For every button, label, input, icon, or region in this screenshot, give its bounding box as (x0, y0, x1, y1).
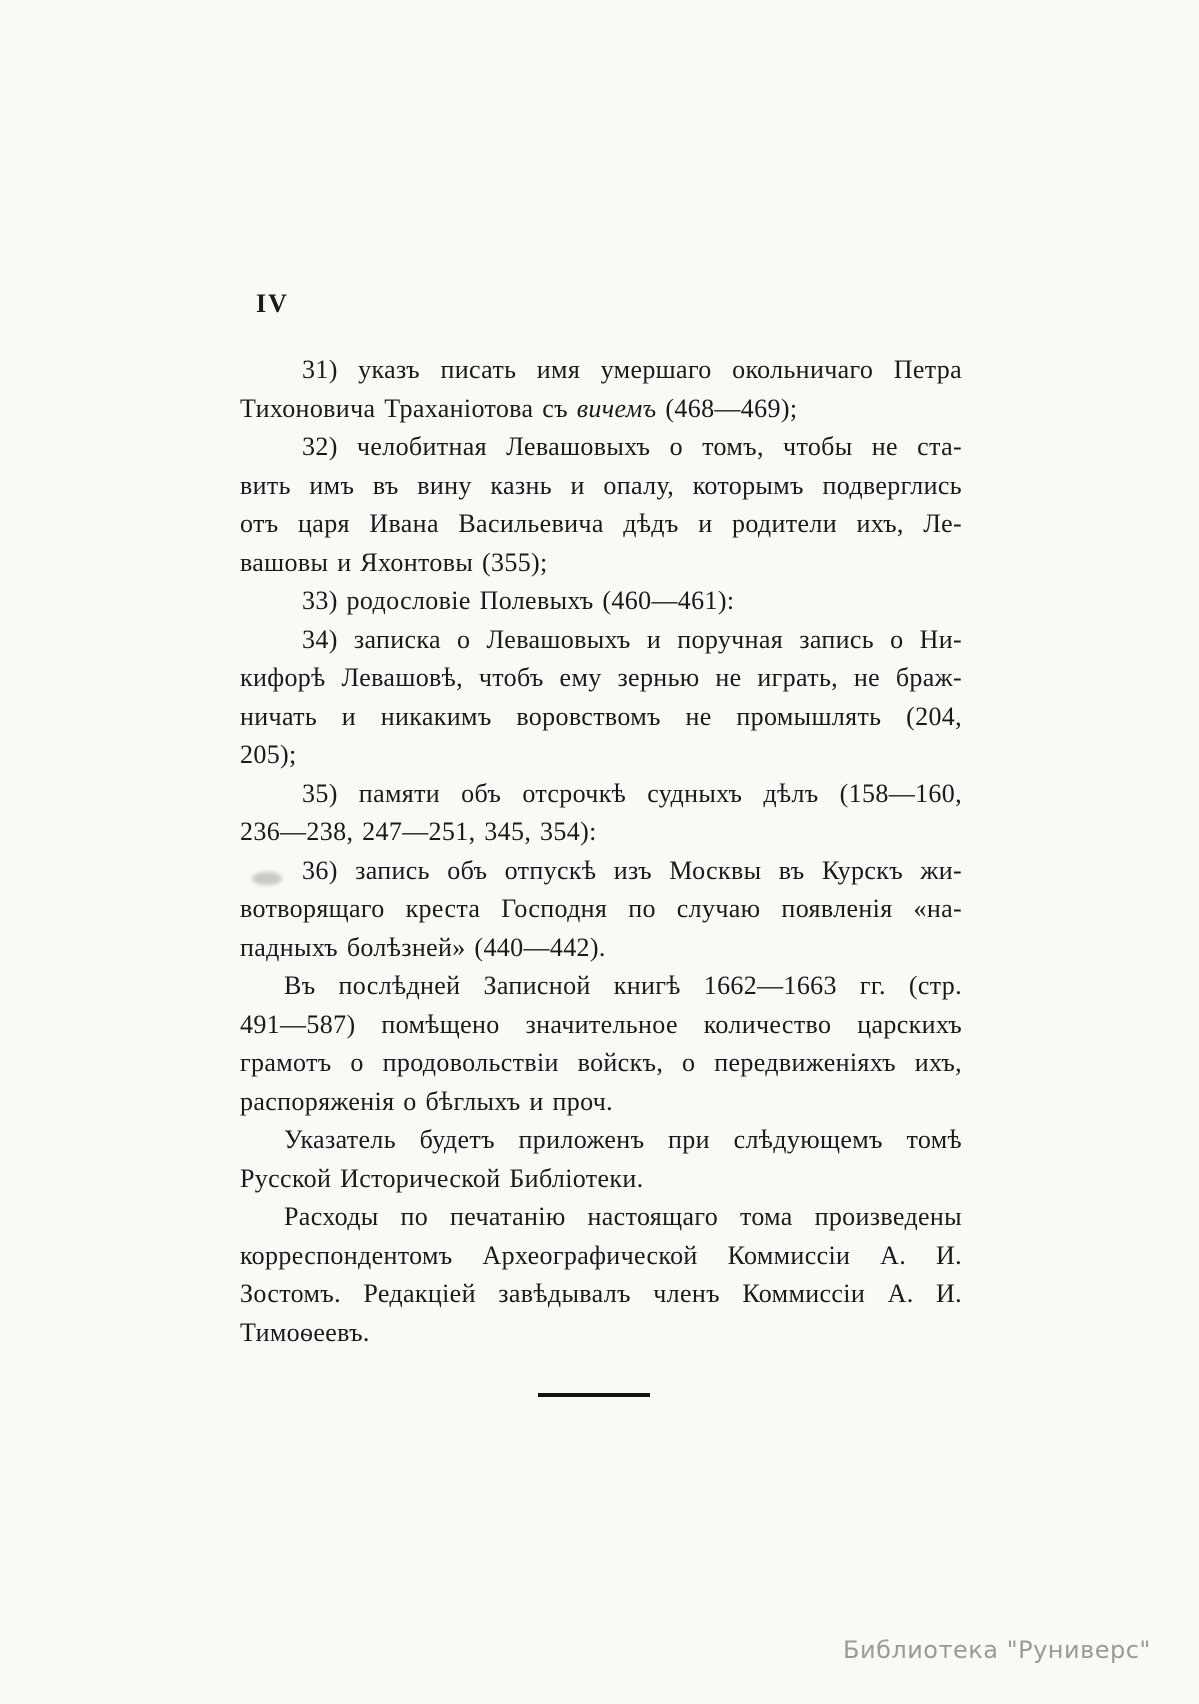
text-line: ничать и никакимъ воровствомъ не промышлять (204, (240, 701, 962, 731)
text-line-entry-31: 31) указъ писать имя умершаго окольничаго Петра (302, 355, 962, 384)
text-line-paragraph: Указатель будетъ приложенъ при слѣдующемъ томѣ (284, 1125, 962, 1154)
text-line: 491—587) помѣщено значительное количество царскихъ (240, 1009, 962, 1039)
ink-smudge (252, 872, 282, 885)
text-line: распоряженія о бѣглыхъ и проч. (240, 1086, 614, 1116)
text-line: падныхъ болѣзней» (440—442). (240, 932, 606, 962)
text-line: корреспондентомъ Археографической Коммиссіи А. И. (240, 1240, 962, 1270)
body-text (240, 351, 962, 1352)
text-line-entry-31-cont (240, 390, 962, 429)
text-line-entry-35: 35) памяти объ отсрочкѣ судныхъ дѣлъ (158—160, (302, 778, 962, 808)
text-line-entry-33: 33) родословіе Полевыхъ (460—461): (302, 586, 735, 615)
text-segment: (468—469); (656, 393, 798, 423)
text-line: вотворящаго креста Господня по случаю появленія «на- (240, 894, 962, 923)
text-line: 236—238, 247—251, 345, 354): (240, 817, 597, 846)
text-line: 205); (240, 740, 297, 769)
text-line: Русской Исторической Библіотеки. (240, 1163, 644, 1193)
text-line-entry-34: 34) записка о Левашовыхъ и поручная запись о Ни- (302, 624, 962, 654)
text-line: вить имъ въ вину казнь и опалу, которымъ подверглись (240, 470, 962, 500)
text-line: Зостомъ. Редакціей завѣдывалъ членъ Коммиссіи А. И. (240, 1279, 962, 1308)
text-line: кифорѣ Левашовѣ, чтобъ ему зернью не играть, не браж- (240, 663, 962, 692)
page-number: IV (256, 289, 289, 318)
text-line-paragraph: Расходы по печатанію настоящаго тома произведены (284, 1202, 962, 1231)
end-divider-rule (538, 1393, 650, 1397)
text-line: вашовы и Яхонтовы (355); (240, 547, 548, 577)
text-segment: Тихоновича Траханіотова съ (240, 393, 577, 423)
text-line-paragraph: Въ послѣдней Записной книгѣ 1662—1663 гг. (стр. (284, 971, 962, 1000)
text-line: отъ царя Ивана Васильевича дѣдъ и родители ихъ, Ле- (240, 509, 962, 538)
text-line-entry-32: 32) челобитная Левашовыхъ о томъ, чтобы не ста- (302, 432, 962, 461)
text-line: грамотъ о продовольствіи войскъ, о передвиженіяхъ ихъ, (240, 1048, 962, 1077)
text-line-entry-36: 36) запись объ отпускѣ изъ Москвы въ Курскъ жи- (302, 855, 962, 885)
text-line: Тимоѳеевъ. (240, 1317, 370, 1347)
text-segment-italic: вичемъ (576, 393, 657, 423)
library-watermark: Библиотека "Руниверс" (843, 1636, 1151, 1664)
